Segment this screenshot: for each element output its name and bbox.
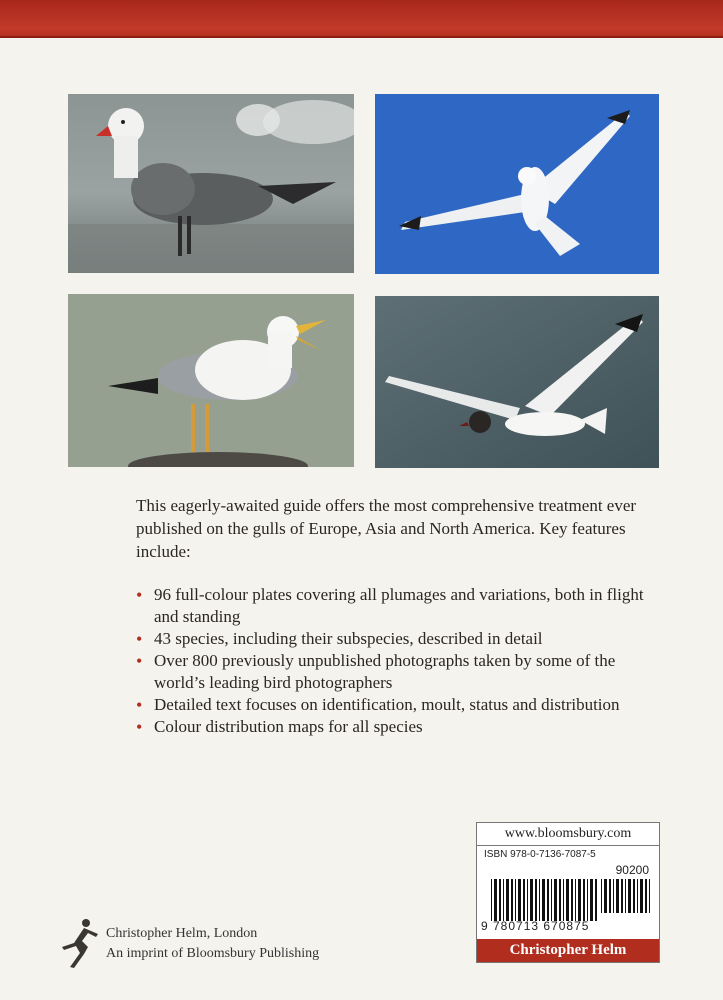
divider: [477, 845, 659, 846]
top-red-band: [0, 0, 723, 38]
brand-label: Christopher Helm: [477, 939, 659, 962]
photo-hooded-gull-in-flight: [375, 296, 659, 468]
feature-item: • Colour distribution maps for all species: [136, 716, 656, 738]
photo-calling-gull: [68, 294, 354, 467]
publisher-imprint: [106, 924, 319, 964]
barcode-panel: [476, 822, 660, 963]
feature-item: • 43 species, including their subspecies, described in detail: [136, 628, 656, 650]
barcode-digits: 9 780713 670875: [481, 919, 590, 933]
key-features-list: [136, 584, 656, 738]
leaping-figure-logo-icon: [56, 917, 100, 969]
feature-item: • 96 full-colour plates covering all plumages and variations, both in flight and standing: [136, 584, 656, 628]
photo-gull-in-flight-blue-sky: [375, 94, 659, 274]
price-code: 90200: [615, 863, 649, 877]
publisher-line: An imprint of Bloomsbury Publishing: [106, 946, 320, 961]
isbn-text: ISBN 978-0-7136-7087-5: [484, 849, 596, 860]
publisher-line: Christopher Helm, London: [106, 926, 258, 941]
publisher-url: www.bloomsbury.com: [504, 826, 632, 841]
book-blurb: This eagerly-awaited guide offers the most comprehensive treatment ever published on the gulls of Europe, Asia and North America. Key features include:: [136, 496, 637, 561]
feature-item: • Detailed text focuses on identification, moult, status and distribution: [136, 694, 656, 716]
feature-item: • Over 800 previously unpublished photographs taken by some of the world’s leading bird photographers: [136, 650, 656, 694]
price-barcode: [601, 879, 651, 913]
photo-standing-gull: [68, 94, 354, 273]
